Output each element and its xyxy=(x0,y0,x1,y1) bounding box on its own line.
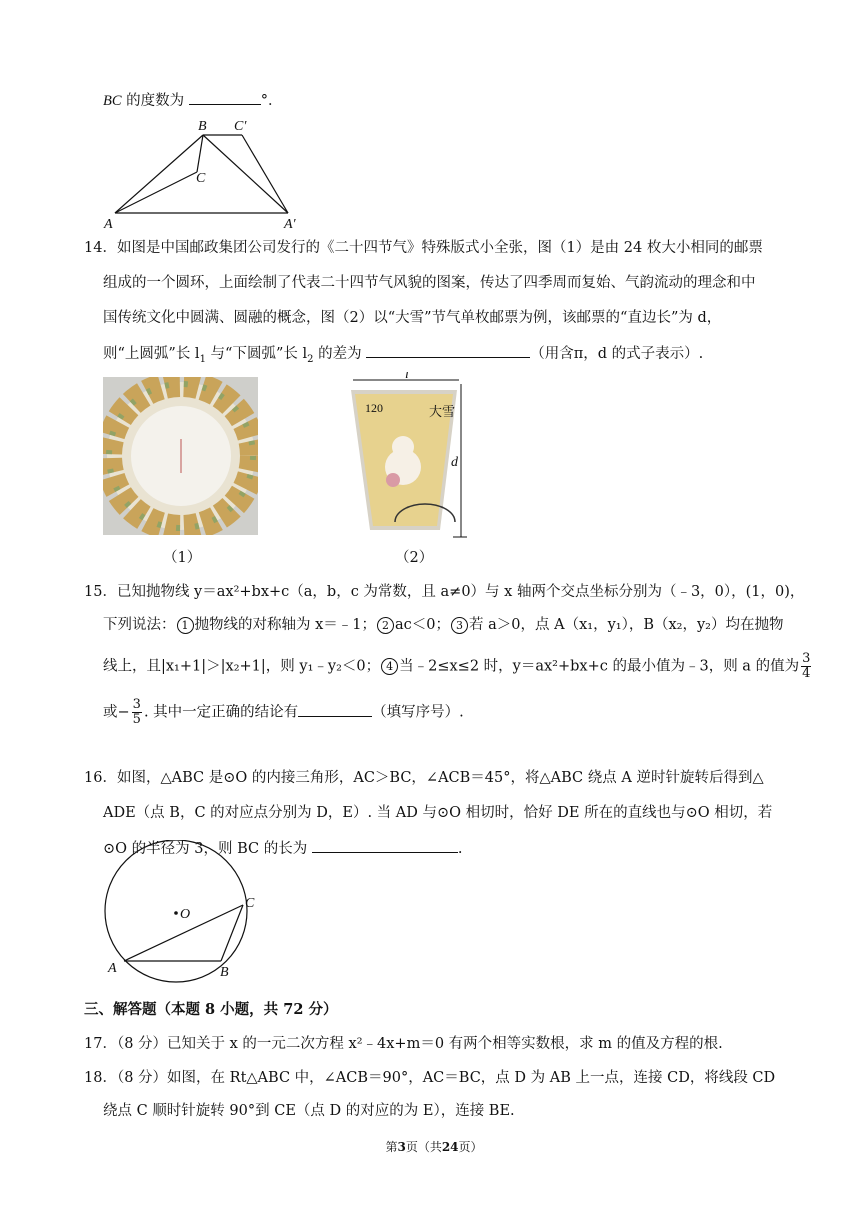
q14-line1 xyxy=(84,238,763,258)
fig16-label-b: B xyxy=(220,965,229,980)
q15-frac2-num: 3 xyxy=(132,697,141,712)
q18-number: 18． xyxy=(84,1070,117,1086)
footer-total: 24 xyxy=(441,1140,459,1154)
q15-circle-2: 2 xyxy=(377,617,394,634)
q15-answer-blank[interactable] xyxy=(298,702,372,717)
fig16-circle xyxy=(100,840,270,985)
fig14-photo-ring xyxy=(103,377,258,535)
q13-degree: °． xyxy=(260,93,283,109)
q16-line1 xyxy=(84,768,764,788)
q14-sub1: 1 xyxy=(199,353,206,365)
fig13-label-a2: A′ xyxy=(284,217,296,232)
fig13-label-c: C xyxy=(196,171,206,186)
q14-answer-blank[interactable] xyxy=(366,343,530,358)
fig16-label-c: C xyxy=(245,896,255,911)
q18-line1 xyxy=(84,1068,775,1088)
q15-circle-4: 4 xyxy=(381,658,398,675)
q15-line1 xyxy=(84,582,804,602)
q15-text-1: 已知抛物线 y＝ax²+bx+c（a，b，c 为常数，且 a≠0）与 x 轴两个交点坐标分别为（﹣3，0），(1，0)， xyxy=(116,584,805,600)
q14-sub2: 2 xyxy=(307,353,314,365)
q15-frac1-num: 3 xyxy=(802,651,811,666)
q14-l1-text: 则“上圆弧”长 l xyxy=(103,346,200,362)
fig13-label-a: A xyxy=(104,217,113,232)
fig13-label-c2: C′ xyxy=(234,119,247,134)
q13-bc: BC xyxy=(103,93,122,109)
q17-text: （8 分）已知关于 x 的一元二次方程 x²﹣4x+m＝0 有两个相等实数根，求 m 的值及方程的根. xyxy=(116,1036,723,1052)
q17-number: 17． xyxy=(84,1036,117,1052)
q18-text-1: （8 分）如图，在 Rt△ABC 中，∠ACB＝90°，AC＝BC，点 D 为 AB 上一点，连接 CD，将线段 CD xyxy=(116,1070,776,1086)
q17-line xyxy=(84,1034,723,1054)
section3-heading: 三、解答题（本题 8 小题，共 72 分） xyxy=(84,1001,338,1018)
fig16-label-a: A xyxy=(108,961,117,976)
q15-hint: （填写序号）. xyxy=(372,704,464,721)
q15-claim-1: 抛物线的对称轴为 x＝﹣1； xyxy=(194,617,377,633)
q15-or: 或− xyxy=(103,704,130,721)
q15-line2 xyxy=(103,615,783,635)
q15-claim-2: ac＜0； xyxy=(395,617,451,633)
q14-number: 14． xyxy=(84,240,117,256)
fig13-label-b: B xyxy=(198,119,207,134)
q15-frac2-den: 5 xyxy=(132,712,141,727)
q16-answer-blank[interactable] xyxy=(312,838,458,853)
footer-prefix: 第 xyxy=(385,1140,398,1154)
footer-mid: 页（共 xyxy=(405,1140,442,1154)
q14-line3: 国传统文化中圆满、圆融的概念，图（2）以“大雪”节气单枚邮票为例，该邮票的“直边长”为 d， xyxy=(103,310,722,326)
q18-line2: 绕点 C 顺时针旋转 90°到 CE（点 D 的对应的为 E），连接 BE. xyxy=(103,1103,515,1119)
q15-line3 xyxy=(103,652,813,681)
stamp-graphic xyxy=(345,372,475,542)
q14-line4 xyxy=(103,343,703,370)
stamp-ring-graphic xyxy=(103,377,258,535)
page-footer xyxy=(0,1138,868,1155)
q14-line2: 组成的一个圆环，上面绘制了代表二十四节气风貌的图案，传达了四季周而复始、气韵流动的理念和中 xyxy=(103,275,756,291)
fig14-stamp xyxy=(345,372,475,542)
stamp-value: 120 xyxy=(365,401,383,415)
q15-line4 xyxy=(103,698,464,727)
stamp-title: 大雪 xyxy=(429,404,456,419)
q15-question: . 其中一定正确的结论有 xyxy=(143,704,299,721)
q14-hint: （用含π，d 的式子表示）. xyxy=(530,346,704,362)
q14-text-1: 如图是中国邮政集团公司发行的《二十四节气》特殊版式小全张，图（1）是由 24 枚大小相同的邮票 xyxy=(116,240,763,256)
q16-line2: ADE（点 B，C 的对应点分别为 D，E）. 当 AD 与⊙O 相切时，恰好 DE 所在的直线也与⊙O 相切，若 xyxy=(103,805,773,821)
q15-claim-3b: 线上，且|x₁+1|＞|x₂+1|，则 y₁﹣y₂＜0； xyxy=(103,658,381,675)
q15-frac1-den: 4 xyxy=(802,666,811,681)
footer-suffix: 页） xyxy=(458,1140,483,1154)
q14-l2-text: 与“下圆弧”长 l xyxy=(205,346,308,362)
q13-tail xyxy=(103,90,283,111)
fig14-caption-1: （1） xyxy=(163,550,202,566)
footer-page: 3 xyxy=(397,1140,406,1154)
q16-number: 16． xyxy=(84,770,117,786)
q14-diff-text: 的差为 xyxy=(313,346,367,362)
q15-circle-3: 3 xyxy=(451,617,468,634)
q15-claim-4: 当﹣2≤x≤2 时，y＝ax²+bx+c 的最小值为﹣3，则 a 的值为 xyxy=(399,658,800,675)
q13-text: 的度数为 xyxy=(121,93,189,109)
fig16-label-o: O xyxy=(180,907,191,922)
q15-intro: 下列说法： xyxy=(103,617,176,633)
q15-fraction-2 xyxy=(132,698,142,727)
q16-period: . xyxy=(457,841,463,857)
fig14-label-l: l xyxy=(405,372,409,382)
fig13-triangle xyxy=(100,115,310,235)
q16-text-1: 如图，△ABC 是⊙O 的内接三角形，AC＞BC，∠ACB＝45°，将△ABC 绕点 A 逆时针旋转后得到△ xyxy=(116,770,764,786)
q13-answer-blank[interactable] xyxy=(189,90,261,105)
q15-claim-3a: 若 a＞0，点 A（x₁，y₁），B（x₂，y₂）均在抛物 xyxy=(469,617,784,633)
fig14-label-d: d xyxy=(451,455,458,470)
fig14-caption-2: （2） xyxy=(395,550,434,566)
q15-number: 15． xyxy=(84,584,117,600)
q15-fraction-1 xyxy=(801,652,811,681)
q15-circle-1: 1 xyxy=(177,617,194,634)
q16-text-3: ⊙O 的半径为 3，则 BC 的长为 xyxy=(103,841,312,857)
